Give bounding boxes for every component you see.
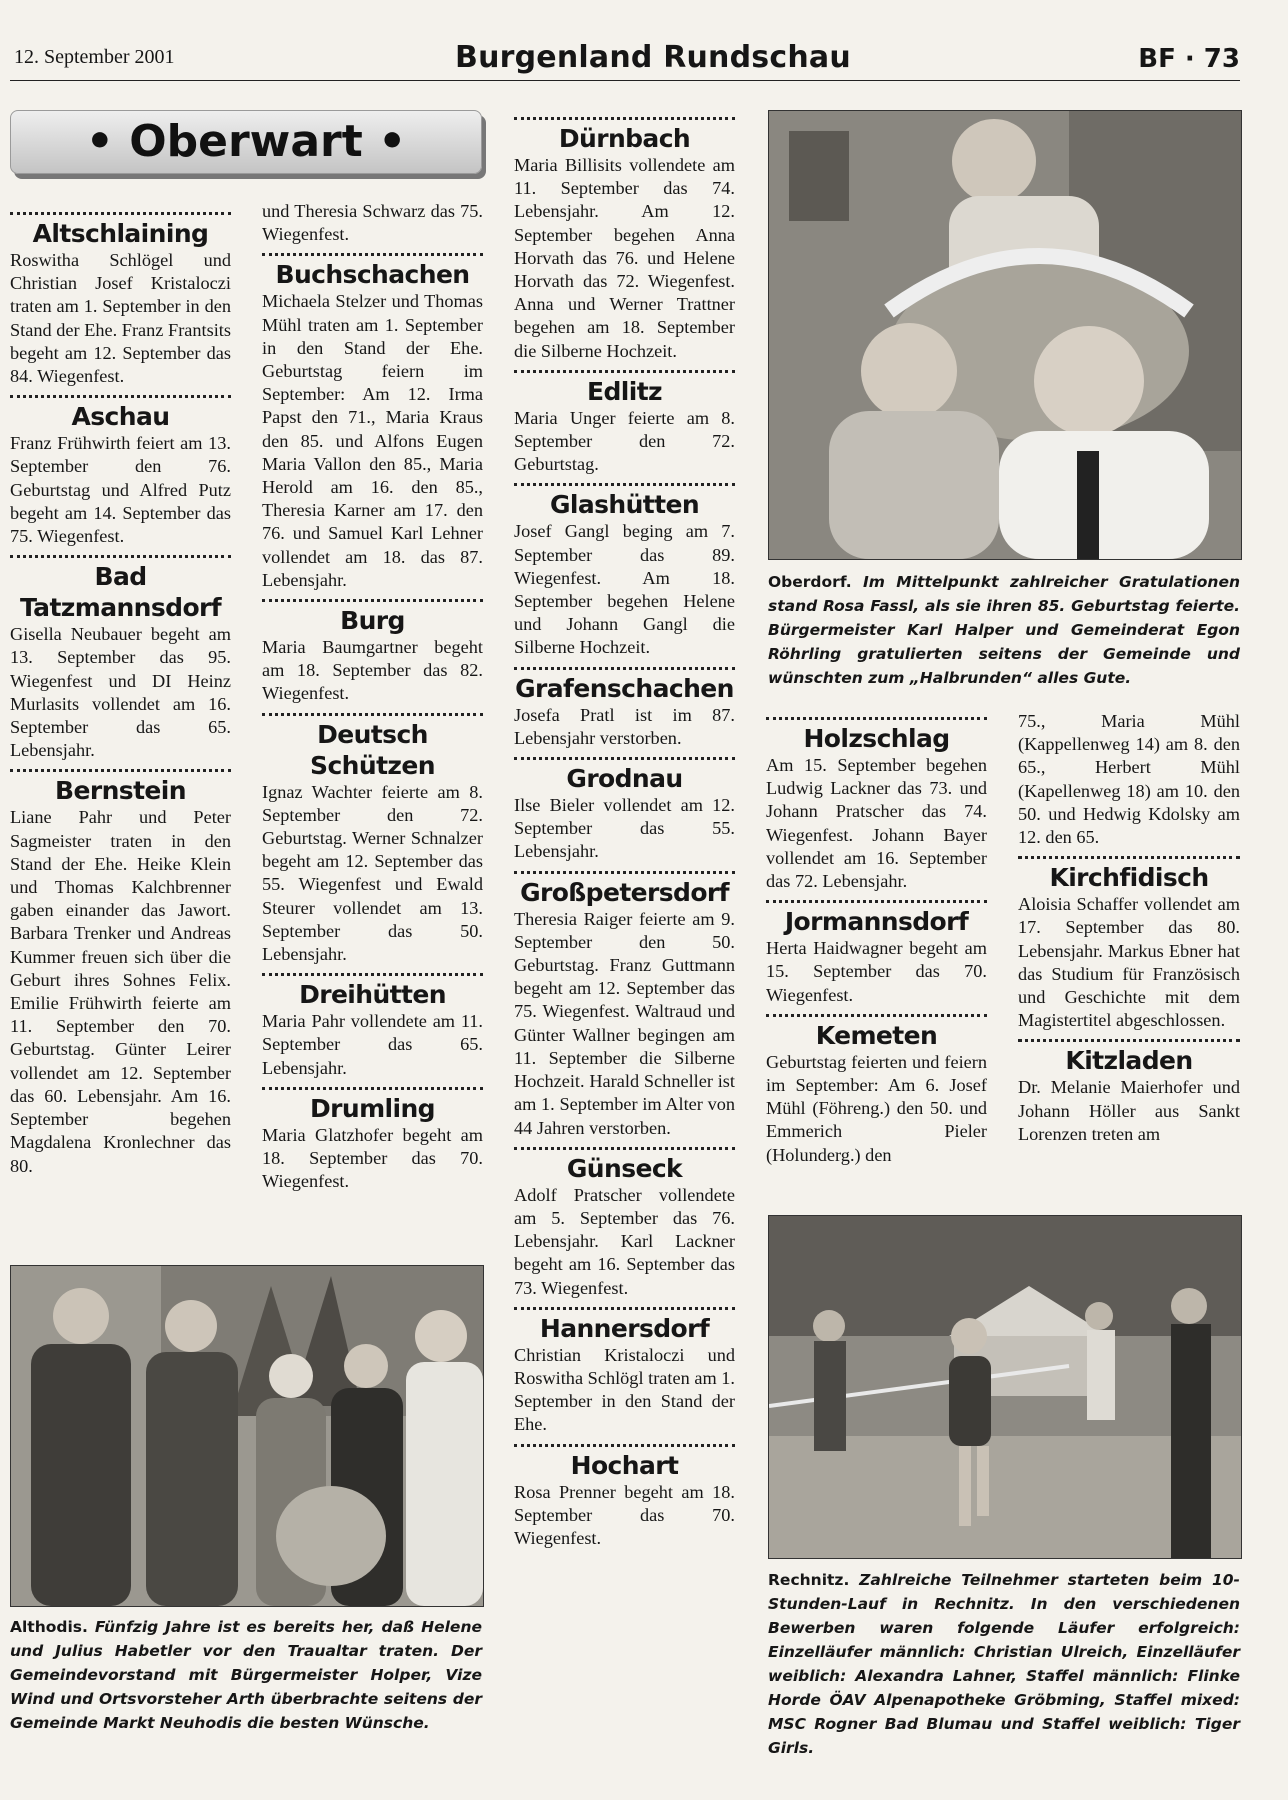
notice-text: 75., Maria Mühl (Kappellenweg 14) am 8. den 65., Herbert Mühl (Kapellenweg 18) am 10. den 50. und Hedwig Kdolsky am 12. den 65. [1018, 711, 1240, 848]
photo-althodis [10, 1265, 484, 1607]
town-heading: Holzschlag [803, 724, 950, 753]
notice-section [514, 757, 735, 864]
dotted-divider [766, 717, 987, 720]
town-heading: Altschlaining [32, 219, 209, 248]
notice-section [10, 555, 231, 762]
newspaper-title: Burgenland Rundschau [455, 40, 851, 75]
region-banner: • Oberwart • [10, 110, 482, 174]
notice-section [766, 717, 987, 893]
dotted-divider [514, 117, 735, 120]
dotted-divider [514, 667, 735, 670]
notice-section [514, 667, 735, 750]
notice-text: Herta Haidwagner begeht am 15. September das 70. Wiegenfest. [766, 938, 987, 1005]
caption-oberdorf-text: Im Mittelpunkt zahlreicher Gratulationen stand Rosa Fassl, als sie ihren 85. Geburtstag feierte. Bürgermeister Karl Halper und Gemeinderat Egon Röhrling gratulierten seitens der Gemeinde und wünschten zum „Halbrunden“ alles Gute. [768, 573, 1240, 687]
notice-section [262, 1087, 483, 1194]
column-2 [262, 200, 483, 1196]
notice-text: Josefa Pratl ist im 87. Lebensjahr verstorben. [514, 704, 735, 748]
town-heading: Bad Tatzmannsdorf [19, 562, 222, 623]
photo-oberdorf-image [769, 111, 1241, 559]
notice-section [514, 1444, 735, 1551]
notice-text: Franz Frühwirth feiert am 13. September den 76. Geburtstag und Alfred Putz begeht am 14. September das 75. Wiegenfest. [10, 433, 231, 547]
notice-text: Maria Unger feierte am 8. September den 72. Geburtstag. [514, 407, 735, 475]
notice-section [262, 973, 483, 1080]
dotted-divider [262, 1087, 483, 1090]
notice-section [10, 769, 231, 1177]
dotted-divider [514, 370, 735, 373]
town-heading: Hochart [570, 1450, 679, 1480]
notice-text: Michaela Stelzer und Thomas Mühl traten am 1. September in den Stand der Ehe. Geburtstag feiern im September: Am 12. Irma Papst den 71., Maria Kraus den 85. und Alfons Eugen Maria Vallon den 85., Maria Herold am 16. den 85., Theresia Karner am 17. den 76. und Samuel Karl Lehner vollendet am 18. das 87. Lebensjahr. [262, 291, 483, 590]
dotted-divider [514, 1307, 735, 1310]
notice-section [514, 370, 735, 477]
dotted-divider [10, 395, 231, 398]
notice-section [10, 212, 231, 388]
notice-section [262, 713, 483, 967]
notice-text: Ignaz Wachter feierte am 8. September den 72. Geburtstag. Werner Schnalzer begeht am 12. September das 55. Wiegenfest und Ewald Steurer vollendet am 13. September das 50. Lebensjahr. [262, 781, 483, 965]
town-heading: Kitzladen [1065, 1046, 1193, 1076]
notice-section [10, 395, 231, 548]
notice-text: Christian Kristaloczi und Roswitha Schlögl traten am 1. September in den Stand der Ehe. [514, 1344, 735, 1435]
dotted-divider [10, 555, 231, 558]
dotted-divider [766, 900, 987, 903]
notice-text: und Theresia Schwarz das 75. Wiegenfest. [262, 201, 483, 245]
notice-text: Josef Gangl beging am 7. September das 89. Wiegenfest. Am 18. September begehen Helene und Johann Gangl die Silberne Hochzeit. [514, 521, 735, 658]
photo-oberdorf [768, 110, 1242, 560]
caption-oberdorf [768, 570, 1240, 690]
dotted-divider [514, 871, 735, 874]
caption-althodis-lead: Althodis. [10, 1618, 88, 1636]
notice-section [514, 483, 735, 659]
town-heading: Dreihütten [299, 980, 446, 1010]
dotted-divider [10, 769, 231, 772]
dotted-divider [262, 713, 483, 716]
caption-rechnitz-text: Zahlreiche Teilnehmer starteten beim 10-Stunden-Lauf in Rechnitz. In den verschiedenen Bewerben waren folgende Läufer erfolgreich: Einzelläufer männlich: Christian Ulreich, Einzelläufer weiblich: Alexandra Lahner, Staffel männlich: Flinke Horde ÖAV Alpenapotheke Gröbming, Staffel mixed: MSC Rogner Bad Blumau und Staffel weiblich: Tiger Girls. [768, 1571, 1240, 1757]
town-heading: Deutsch Schützen [310, 719, 435, 780]
town-heading: Kemeten [815, 1020, 938, 1050]
caption-rechnitz [768, 1568, 1240, 1760]
dotted-divider [10, 212, 231, 215]
page-number: BF · 73 [1138, 44, 1240, 74]
town-heading: Glashütten [549, 490, 700, 520]
column-4 [766, 710, 987, 1169]
column-1 [10, 205, 231, 1180]
notice-text: Geburtstag feierten und feiern im September: Am 6. Josef Mühl (Föhreng.) den 50. und Emmerich Pieler (Holunderg.) den [766, 1051, 987, 1165]
notice-section [262, 599, 483, 706]
notice-section [262, 253, 483, 592]
notice-section [766, 1014, 987, 1167]
notice-text: Maria Billisits vollendete am 11. September das 74. Lebensjahr. Am 12. September begehen Anna Horvath das 76. und Helene Horvath das 72. Wiegenfest. Anna und Werner Trattner begehen am 18. September die Silberne Hochzeit. [514, 155, 735, 361]
notice-text: Ilse Bieler vollendet am 12. September das 55. Lebensjahr. [514, 795, 735, 862]
dotted-divider [514, 1444, 735, 1447]
notice-text: Maria Pahr vollendete am 11. September das 65. Lebensjahr. [262, 1011, 483, 1078]
dotted-divider [514, 1147, 735, 1150]
town-heading: Hannersdorf [539, 1313, 710, 1343]
notice-text: Am 15. September begehen Ludwig Lackner das 73. und Johann Pratscher das 74. Wiegenfest. Johann Bayer vollendet am 16. September das 72. Lebensjahr. [766, 755, 987, 892]
notice-text: Dr. Melanie Maierhofer und Johann Höller aus Sankt Lorenzen treten am [1018, 1077, 1240, 1144]
masthead [10, 40, 1240, 81]
town-heading: Aschau [71, 402, 170, 432]
notice-section [1018, 710, 1240, 849]
notice-text: Liane Pahr und Peter Sagmeister traten in den Stand der Ehe. Heike Klein und Thomas Kalchbrenner gaben einander das Jawort. Barbara Trenker und Andreas Kummer freuen sich über die Geburt ihres Sohnes Felix. Emilie Frühwirth feierte am 11. September den 70. Geburtstag. Günter Leirer vollendet am 12. September das 60. Lebensjahr. Am 16. September begehen Magdalena Kronlechner das 80. [10, 807, 231, 1176]
photo-rechnitz-image [769, 1216, 1241, 1558]
town-heading: Kirchfidisch [1049, 863, 1209, 893]
caption-rechnitz-lead: Rechnitz. [768, 1571, 850, 1589]
notice-section [262, 200, 483, 246]
notice-section [1018, 856, 1240, 1032]
caption-althodis-text: Fünfzig Jahre ist es bereits her, daß Helene und Julius Habetler vor den Traualtar traten. Der Gemeindevorstand mit Bürgermeister Holper, Vize Wind und Ortsvorsteher Arth überbrachte seitens der Gemeinde Markt Neuhodis die besten Wünsche. [10, 1618, 482, 1732]
notice-section [514, 1147, 735, 1300]
column-5 [1018, 710, 1240, 1148]
notice-section [1018, 1039, 1240, 1146]
town-heading: Grafenschachen [515, 673, 734, 703]
notice-text: Adolf Pratscher vollendete am 5. September das 76. Lebensjahr. Karl Lackner begeht am 16. September das 73. Wiegenfest. [514, 1184, 735, 1298]
dotted-divider [262, 253, 483, 256]
town-heading: Burg [340, 606, 405, 636]
town-heading: Großpetersdorf [520, 877, 729, 907]
town-heading: Jormannsdorf [784, 907, 969, 937]
dotted-divider [1018, 856, 1240, 859]
dotted-divider [514, 757, 735, 760]
dotted-divider [1018, 1039, 1240, 1042]
notice-text: Roswitha Schlögel und Christian Josef Kristaloczi traten am 1. September in den Stand der Ehe. Franz Frantsits begeht am 12. September das 84. Wiegenfest. [10, 250, 231, 387]
town-heading: Dürnbach [558, 124, 691, 153]
issue-date: 12. September 2001 [14, 46, 175, 68]
dotted-divider [514, 483, 735, 486]
notice-text: Maria Baumgartner begeht am 18. September das 82. Wiegenfest. [262, 637, 483, 704]
notice-text: Maria Glatzhofer begeht am 18. September das 70. Wiegenfest. [262, 1124, 483, 1192]
town-heading: Bernstein [55, 776, 186, 806]
town-heading: Günseck [566, 1153, 683, 1183]
notice-text: Aloisia Schaffer vollendet am 17. September das 80. Lebensjahr. Markus Ebner hat das Studium für Französisch und Geschichte mit dem Magistertitel abgeschlossen. [1018, 894, 1240, 1031]
dotted-divider [262, 973, 483, 976]
dotted-divider [262, 599, 483, 602]
town-heading: Edlitz [586, 376, 662, 406]
town-heading: Drumling [310, 1093, 435, 1123]
notice-text: Rosa Prenner begeht am 18. September das 70. Wiegenfest. [514, 1481, 735, 1548]
town-heading: Grodnau [566, 764, 683, 794]
caption-althodis [10, 1615, 482, 1735]
notice-section [514, 1307, 735, 1437]
notice-text: Gisella Neubauer begeht am 13. September das 95. Wiegenfest und DI Heinz Murlasits vollendet am 16. September das 65. Lebensjahr. [10, 624, 231, 761]
notice-section [766, 900, 987, 1007]
photo-althodis-image [11, 1266, 483, 1606]
notice-section [514, 871, 735, 1140]
caption-oberdorf-lead: Oberdorf. [768, 573, 852, 591]
dotted-divider [766, 1014, 987, 1017]
photo-rechnitz [768, 1215, 1242, 1559]
town-heading: Buchschachen [275, 260, 470, 290]
notice-section [514, 117, 735, 363]
column-3 [514, 110, 735, 1552]
notice-text: Theresia Raiger feierte am 9. September den 50. Geburtstag. Franz Guttmann begeht am 12. September das 75. Wiegenfest. Waltraud und Günter Wallner begingen am 11. September die Silberne Hochzeit. Harald Schneller ist am 1. September im Alter von 44 Jahren verstorben. [514, 908, 735, 1138]
